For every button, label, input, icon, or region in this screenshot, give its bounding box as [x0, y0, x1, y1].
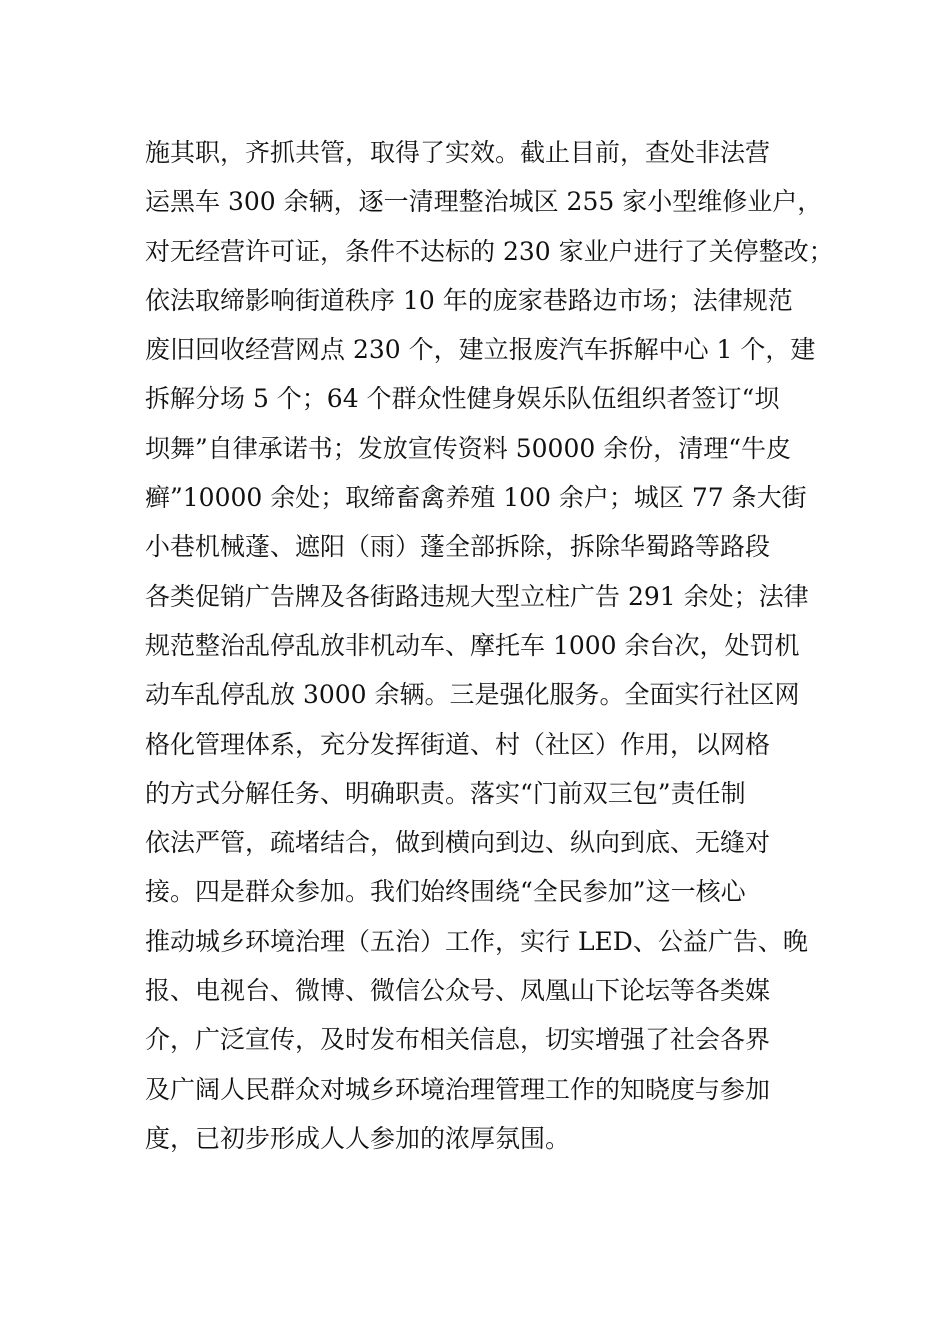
text-line-14: 的方式分解任务、明确职责。落实“门前双三包”责任制	[145, 778, 746, 808]
text-line-7: 坝舞”自律承诺书；发放宣传资料 50000 余份，清理“牛皮	[145, 433, 791, 463]
text-line-11: 规范整治乱停乱放非机动车、摩托车 1000 余台次，处罚机	[145, 630, 800, 660]
text-line-12: 动车乱停乱放 3000 余辆。三是强化服务。全面实行社区网	[145, 680, 800, 710]
text-line-18: 报、电视台、微博、微信公众号、凤凰山下论坛等各类媒	[145, 976, 771, 1006]
text-line-20: 及广阔人民群众对城乡环境治理管理工作的知晓度与参加	[145, 1074, 771, 1104]
text-line-9: 小巷机械蓬、遮阳（雨）蓬全部拆除，拆除华蜀路等路段	[145, 532, 771, 562]
text-line-10: 各类促销广告牌及各街路违规大型立柱广告 291 余处；法律	[145, 581, 809, 611]
text-line-15: 依法严管，疏堵结合，做到横向到边、纵向到底、无缝对	[145, 828, 771, 858]
text-line-5: 废旧回收经营网点 230 个，建立报废汽车拆解中心 1 个，建	[145, 335, 816, 365]
text-line-13: 格化管理体系，充分发挥街道、村（社区）作用，以网格	[145, 729, 771, 759]
text-line-21: 度，已初步形成人人参加的浓厚氛围。	[145, 1123, 571, 1153]
body-paragraph	[145, 128, 845, 1163]
text-line-16: 接。四是群众参加。我们始终围绕“全民参加”这一核心	[145, 877, 746, 907]
text-line-6: 拆解分场 5 个；64 个群众性健身娱乐队伍组织者签订“坝	[145, 384, 780, 414]
text-line-19: 介，广泛宣传，及时发布相关信息，切实增强了社会各界	[145, 1025, 771, 1055]
text-line-4: 依法取缔影响街道秩序 10 年的庞家巷路边市场；法律规范	[145, 285, 793, 315]
text-line-8: 癣”10000 余处；取缔畜禽养殖 100 余户；城区 77 条大街	[145, 483, 807, 513]
text-line-2: 运黑车 300 余辆，逐一清理整治城区 255 家小型维修业户，	[145, 187, 823, 217]
text-line-3: 对无经营许可证，条件不达标的 230 家业户进行了关停整改；	[145, 236, 834, 266]
text-line-17: 推动城乡环境治理（五治）工作，实行 LED、公益广告、晚	[145, 926, 808, 956]
text-line-1: 施其职，齐抓共管，取得了实效。截止目前，查处非法营	[145, 138, 771, 167]
